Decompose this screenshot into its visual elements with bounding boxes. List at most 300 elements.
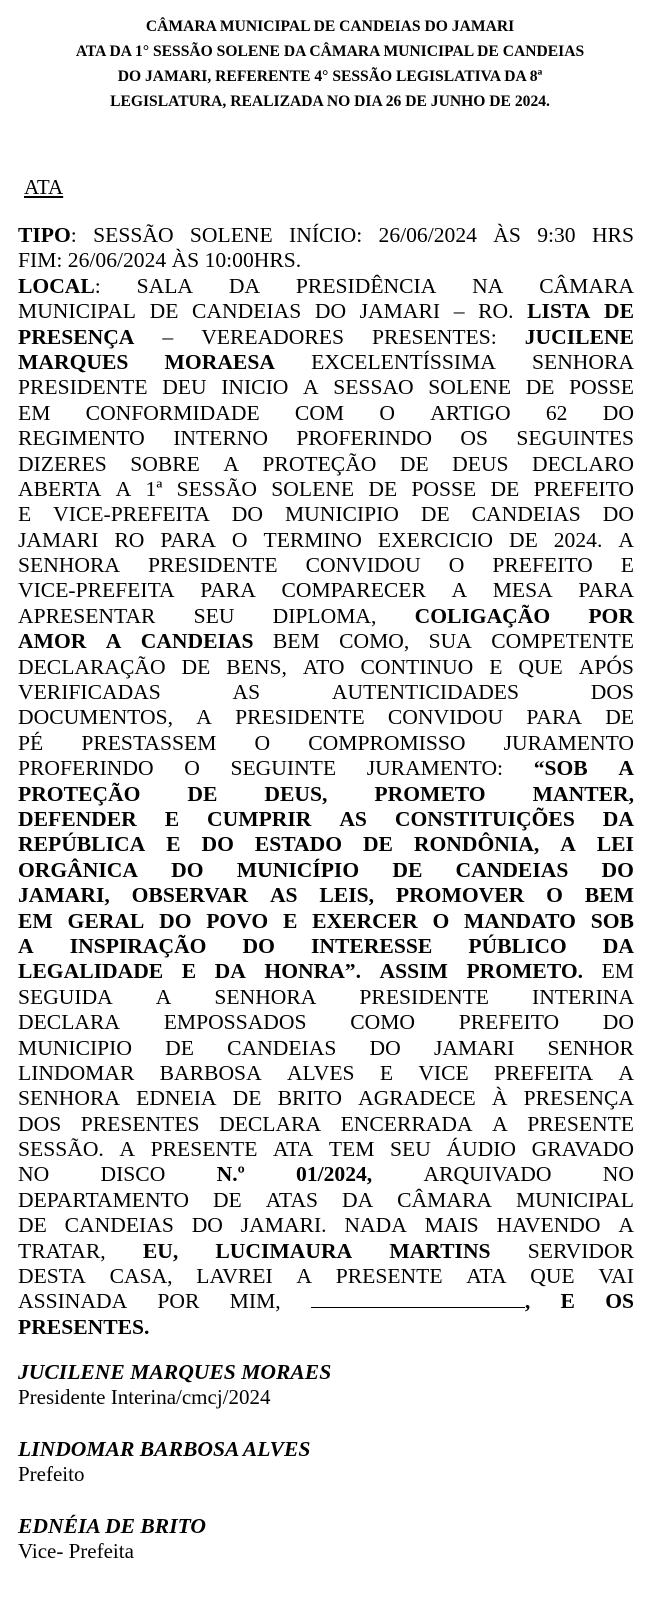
body-line — [18, 1264, 634, 1289]
body-word: COM — [294, 400, 345, 425]
body-word: POVO — [206, 908, 269, 933]
body-word: OS — [605, 1289, 634, 1314]
body-line — [18, 858, 634, 883]
body-word: DE — [368, 476, 398, 501]
body-word: DE — [18, 1213, 47, 1238]
field-label — [18, 223, 77, 248]
body-word: PROTEÇÃO — [262, 451, 377, 476]
body-word: AS — [232, 680, 261, 705]
document-header — [18, 14, 642, 114]
body-word: E — [181, 959, 197, 984]
body-word: A — [223, 451, 239, 476]
body-word: DEUS, — [264, 781, 328, 806]
body-word: – — [162, 324, 174, 349]
body-line — [18, 1086, 634, 1111]
body-word: E — [282, 908, 298, 933]
body-word: CUMPRIR — [207, 806, 312, 831]
body-word: LOCAL — [18, 273, 95, 298]
body-line — [18, 655, 634, 680]
body-word: COLIGAÇÃO — [414, 603, 551, 628]
body-line — [18, 1315, 634, 1340]
body-word: AS — [269, 883, 298, 908]
body-word: A — [196, 705, 212, 730]
body-word: DE — [165, 1035, 194, 1060]
body-word: BRITO — [277, 1086, 342, 1111]
body-word: LISTA — [527, 299, 591, 324]
body-word: JUCILENE — [524, 324, 634, 349]
body-word: SENHOR — [547, 1035, 634, 1060]
body-word: PROMOVER — [395, 883, 525, 908]
body-word: PRESIDÊNCIA — [295, 273, 437, 298]
body-word: A — [155, 984, 172, 1009]
body-word: : — [70, 223, 77, 247]
body-word: AGRADECE — [358, 1086, 476, 1111]
body-word: PRESIDENTE — [148, 553, 278, 578]
body-word: INTERESSE — [311, 933, 433, 958]
body-word: CANDEIAS — [471, 502, 581, 527]
body-word: VAI — [598, 1264, 634, 1289]
body-word: CÂMARA — [397, 1187, 492, 1212]
body-word: RONDÔNIA, — [413, 832, 540, 857]
body-word: SOLENE — [189, 223, 273, 247]
body-word: DECLARA — [219, 1111, 322, 1136]
body-line — [18, 883, 634, 908]
body-word: JAMARI — [433, 1035, 515, 1060]
body-word: DE — [508, 527, 538, 552]
body-word: DE — [605, 705, 634, 730]
body-word: PRESENTE — [150, 1137, 258, 1162]
body-word: DO — [602, 502, 634, 527]
body-word: JAMARI. — [240, 1213, 327, 1238]
body-word: COMPETENTE — [491, 629, 634, 654]
body-word: INTERINA — [532, 984, 634, 1009]
body-word: MUNICIPAL — [18, 299, 136, 324]
body-word: JAMARI — [18, 527, 99, 552]
body-word: A — [618, 1213, 634, 1238]
body-line — [18, 1188, 634, 1213]
body-word: PROMETO. — [466, 959, 584, 984]
body-word: SOLENE — [271, 476, 355, 501]
signatory-role: Prefeito — [18, 1462, 85, 1486]
body-word: PARA — [200, 578, 256, 603]
body-word: EM — [18, 908, 53, 933]
body-word: DA — [214, 959, 246, 984]
body-word: VERIFICADAS — [18, 680, 161, 705]
body-word: DO — [159, 908, 192, 933]
body-word: 9:30 — [537, 223, 576, 247]
body-word: DECLARO — [531, 451, 634, 476]
body-word: MIM, — [229, 1289, 281, 1314]
body-word: PREFEITO — [533, 476, 634, 501]
body-line — [18, 1239, 634, 1264]
body-word: HAVENDO — [496, 1213, 601, 1238]
body-word: BEM — [584, 883, 634, 908]
body-word: DE — [212, 1187, 242, 1212]
body-word: EDNEIA — [136, 1086, 217, 1111]
body-word: CÂMARA — [539, 273, 634, 298]
body-word: DE — [490, 476, 520, 501]
body-word: DO — [242, 933, 275, 958]
signature-block — [18, 1514, 638, 1564]
body-word: PARA — [578, 578, 634, 603]
body-word: PROFERINDO — [18, 756, 154, 781]
body-word: SUA — [428, 629, 472, 654]
body-word: NO — [18, 1162, 50, 1187]
body-word: APRESENTAR — [18, 603, 156, 628]
body-word: CANDEIAS — [140, 629, 254, 654]
body-word: DA — [602, 806, 634, 831]
body-line — [18, 325, 634, 350]
body-word: TRATAR, — [18, 1238, 106, 1263]
body-word: A — [115, 476, 132, 501]
body-word: DO — [191, 1213, 223, 1238]
body-word: ATO — [302, 654, 345, 679]
body-word: A — [618, 527, 634, 552]
body-word: SESSÃO — [93, 223, 174, 247]
body-word: EXERCICIO — [377, 527, 494, 552]
body-word: SENHORA — [18, 1086, 120, 1111]
body-word: AS — [339, 806, 367, 831]
body-word: , — [524, 1289, 531, 1314]
body-word: DO — [369, 1035, 401, 1060]
body-word: NA — [472, 273, 504, 298]
body-word: O — [231, 527, 248, 552]
body-word: AMOR — [18, 629, 87, 654]
minutes-body — [18, 223, 634, 1340]
body-word: DE — [149, 299, 179, 324]
body-word: A — [492, 1111, 508, 1136]
body-word: REPÚBLICA — [18, 832, 146, 857]
body-word: ÀS — [493, 223, 521, 247]
body-word: GRAVADO — [531, 1137, 634, 1162]
body-word: INTERNO — [173, 426, 268, 451]
body-word: O — [184, 756, 200, 781]
body-word: TEM — [328, 1137, 375, 1162]
body-word: DOS — [18, 1111, 62, 1136]
body-word: DE — [420, 502, 450, 527]
body-word: PRESIDENTE — [359, 984, 489, 1009]
body-word: ASSIM — [379, 959, 448, 984]
body-word: 26/06/2024 — [378, 223, 477, 247]
body-word: DEU — [162, 375, 207, 400]
body-line — [18, 401, 634, 426]
body-word: CONSTITUIÇÕES — [394, 806, 575, 831]
signatory-name: EDNÉIA DE BRITO — [18, 1514, 207, 1538]
body-word: DIZERES — [18, 451, 107, 476]
body-word: PARA — [526, 705, 582, 730]
body-line — [18, 782, 634, 807]
body-word: PREFEITO — [492, 553, 593, 578]
body-word: ENCERRADA — [340, 1111, 473, 1136]
body-word: MANDATO — [463, 908, 576, 933]
signatures-section — [18, 1360, 638, 1591]
body-word: DA — [602, 933, 634, 958]
body-word: CONVIDOU — [305, 553, 421, 578]
body-word: DE — [362, 832, 393, 857]
body-word: – — [453, 299, 465, 324]
body-word: APÓS — [578, 654, 634, 679]
body-word: PRESENÇA — [18, 324, 135, 349]
body-word: DE — [603, 299, 634, 324]
signatory-role: Vice- Prefeita — [18, 1539, 134, 1563]
header-line-3: DO JAMARI, REFERENTE 4° SESSÃO LEGISLATIVA DA 8ª — [117, 68, 543, 85]
body-word: MUNICÍPIO — [236, 857, 360, 882]
body-line — [18, 375, 634, 400]
body-word: MESA — [492, 578, 553, 603]
body-line — [18, 502, 634, 527]
body-word: PREFEITO — [458, 1010, 560, 1035]
body-word: DEPARTAMENTO — [18, 1187, 189, 1212]
body-word: EMPOSSADOS — [163, 1010, 307, 1035]
body-word: MORAESA — [164, 349, 275, 374]
body-word: ATAS — [265, 1187, 318, 1212]
body-line — [18, 1036, 634, 1061]
body-word: EU, — [142, 1238, 179, 1263]
body-word: MANTER, — [532, 781, 634, 806]
body-word: DO — [602, 400, 634, 425]
body-word: PRESENTE — [527, 1111, 634, 1136]
body-word: O — [546, 883, 563, 908]
body-word: DO — [231, 502, 263, 527]
body-word: SESSÃO — [176, 476, 257, 501]
body-word: CONFORMIDADE — [85, 400, 260, 425]
body-line — [18, 985, 634, 1010]
body-word: CANDEIAS — [227, 1035, 337, 1060]
body-word: SOBRE — [130, 451, 200, 476]
body-word: PRESENTE — [335, 1264, 443, 1289]
body-word: DE — [525, 375, 555, 400]
body-word: 62 — [545, 400, 568, 425]
body-line — [18, 832, 634, 857]
body-word: ÁUDIO — [446, 1137, 516, 1162]
body-word: DO — [602, 1010, 634, 1035]
body-word: MARTINS — [389, 1238, 491, 1263]
body-line — [18, 934, 634, 959]
body-line — [18, 680, 634, 705]
body-word: E — [379, 1060, 394, 1085]
body-word: SENHORA — [214, 984, 317, 1009]
body-word: CONTINUO — [360, 654, 474, 679]
body-line — [18, 604, 634, 629]
body-word: O — [432, 908, 450, 933]
body-line — [18, 426, 634, 451]
body-word: PÚBLICO — [468, 933, 567, 958]
body-word: A — [303, 375, 319, 400]
body-word: DE — [187, 781, 218, 806]
body-word: RO — [114, 527, 145, 552]
body-word: ATA — [466, 1264, 507, 1289]
body-word: O — [379, 400, 396, 425]
body-word: PRESTASSEM — [81, 730, 217, 755]
body-word: JURAMENTO — [503, 730, 634, 755]
body-word: BARBOSA — [159, 1060, 262, 1085]
body-line — [18, 528, 634, 553]
body-word: JAMARI — [359, 299, 441, 324]
body-word: E — [560, 1289, 575, 1314]
body-line — [18, 1289, 634, 1314]
body-word: DECLARA — [18, 1010, 120, 1035]
body-word: PÉ — [18, 730, 44, 755]
body-word: DECLARAÇÃO — [18, 654, 166, 679]
body-word: PRESENTES: — [371, 324, 497, 349]
body-word: CASA, — [109, 1264, 173, 1289]
field-label — [18, 274, 101, 299]
body-word: RO. — [478, 299, 514, 324]
body-word: DEFENDER — [18, 806, 137, 831]
body-word: SEGUIDA — [18, 984, 113, 1009]
body-word: A — [18, 933, 34, 958]
body-word: DEUS — [452, 451, 509, 476]
body-line — [18, 959, 634, 984]
body-word: BEM — [272, 629, 320, 654]
body-line — [18, 1137, 634, 1162]
signatory-name: LINDOMAR BARBOSA ALVES — [18, 1437, 311, 1461]
body-word: A — [618, 1060, 634, 1085]
body-word: TIPO — [18, 223, 71, 247]
body-line — [18, 350, 634, 375]
body-word: VICE-PREFEITA — [18, 578, 175, 603]
body-line — [18, 477, 634, 502]
body-word: NADA — [344, 1213, 407, 1238]
body-word: A — [105, 629, 122, 654]
body-word: JAMARI, — [18, 883, 110, 908]
body-word: A — [296, 1264, 313, 1289]
body-word: JURAMENTO: — [366, 756, 504, 781]
body-word: ESTADO — [254, 832, 342, 857]
body-word: 01/2024, — [296, 1162, 373, 1187]
body-line — [18, 553, 634, 578]
body-word: ALVES — [286, 1060, 355, 1085]
body-word: QUE — [530, 1264, 575, 1289]
header-line-4: LEGISLATURA, REALIZADA NO DIA 26 DE JUNHO DE 2024. — [110, 93, 550, 110]
header-line-2: ATA DA 1° SESSÃO SOLENE DA CÂMARA MUNICIPAL DE CANDEIAS — [75, 43, 585, 60]
body-word: AUTENTICIDADES — [331, 680, 520, 705]
body-word: ASSINADA — [18, 1289, 128, 1314]
body-word: MUNICIPIO — [284, 502, 399, 527]
body-word: DO — [171, 857, 204, 882]
body-word: CANDEIAS — [192, 299, 302, 324]
body-word: DO — [314, 299, 347, 324]
body-word: REGIMENTO — [18, 426, 145, 451]
signature-block — [18, 1437, 638, 1487]
body-word: PROMETO — [374, 781, 486, 806]
body-word: COMO — [350, 1010, 415, 1035]
body-word: COMO, — [339, 629, 410, 654]
signature-blank-line — [311, 1289, 525, 1308]
body-word: TERMINO — [263, 527, 362, 552]
body-word: PREFEITA — [494, 1060, 594, 1085]
body-word: POSSE — [569, 375, 634, 400]
body-line — [18, 1112, 634, 1137]
body-word: LUCIMAURA — [215, 1238, 353, 1263]
body-line — [18, 1061, 634, 1086]
body-word: POR — [588, 603, 634, 628]
body-line — [18, 223, 634, 248]
body-word: CONVIDOU — [387, 705, 504, 730]
body-word: PRESIDENTE — [18, 375, 148, 400]
body-word: INÍCIO: — [289, 223, 363, 247]
body-word: CANDEIAS — [64, 1213, 174, 1238]
body-word: SESSÃO. — [18, 1137, 104, 1162]
body-word: DO — [201, 832, 234, 857]
body-word: PRESIDENTE — [235, 705, 365, 730]
body-word: A — [618, 756, 634, 781]
body-word: VICE-PREFEITA — [53, 502, 210, 527]
body-word: POSSE — [411, 476, 477, 501]
signature-blank-group — [311, 1289, 530, 1314]
body-word: MARQUES — [18, 349, 129, 374]
body-word: PROTEÇÃO — [18, 781, 141, 806]
body-word: SOB — [590, 908, 634, 933]
body-word: DE — [392, 857, 423, 882]
body-word: : — [94, 273, 101, 298]
body-word: O — [254, 730, 271, 755]
body-word: ARQUIVADO — [423, 1162, 552, 1187]
body-word: LAVREI — [196, 1264, 273, 1289]
body-word: QUE — [518, 654, 563, 679]
body-word: SALA — [136, 273, 194, 298]
body-word: E — [18, 502, 32, 527]
body-word: VICE — [418, 1060, 469, 1085]
body-word: DIPLOMA, — [272, 603, 377, 628]
body-word: LINDOMAR — [18, 1060, 135, 1085]
body-word: E — [489, 654, 503, 679]
body-line — [18, 756, 634, 781]
body-word: GERAL — [67, 908, 145, 933]
body-word: A — [119, 1137, 136, 1162]
body-word: DA — [228, 273, 261, 298]
body-word: HONRA”. — [264, 959, 361, 984]
body-word: NO — [602, 1162, 634, 1187]
body-word: O — [448, 553, 465, 578]
body-word: CANDEIAS — [455, 857, 569, 882]
body-word: DISCO — [100, 1162, 166, 1187]
body-word: COMPROMISSO — [308, 730, 466, 755]
body-line — [18, 578, 634, 603]
body-word: POR — [157, 1289, 200, 1314]
body-word: PARA — [160, 527, 216, 552]
body-word: A — [560, 832, 576, 857]
body-word: ORGÂNICA — [18, 857, 138, 882]
body-word: ARTIGO — [430, 400, 511, 425]
body-line — [18, 1010, 634, 1035]
signatory-name: JUCILENE MARQUES MORAES — [18, 1360, 332, 1384]
body-word: LEIS, — [319, 883, 375, 908]
body-line — [18, 299, 634, 324]
header-line-1: CÂMARA MUNICIPAL DE CANDEIAS DO JAMARI — [145, 18, 515, 35]
body-word: INICIO — [221, 375, 289, 400]
body-word: 2024. — [553, 527, 603, 552]
body-word: SESSAO — [333, 375, 414, 400]
body-word: EXERCER — [312, 908, 418, 933]
body-word: DESTA — [18, 1264, 86, 1289]
body-line — [18, 452, 634, 477]
body-line — [18, 705, 634, 730]
body-word: DE — [399, 451, 429, 476]
body-line — [18, 731, 634, 756]
body-line — [18, 1213, 634, 1238]
body-word: PRESENTES — [80, 1111, 200, 1136]
body-word: EM — [601, 959, 634, 984]
body-word: PRESENTES. — [18, 1314, 150, 1339]
body-line — [18, 274, 634, 299]
body-word: PRESENÇA — [523, 1086, 634, 1111]
body-word: SENHORA — [532, 349, 634, 374]
body-word: DA — [341, 1187, 374, 1212]
body-word: BENS, — [226, 654, 287, 679]
body-word: A — [451, 578, 468, 603]
body-word: N.º — [216, 1162, 245, 1187]
